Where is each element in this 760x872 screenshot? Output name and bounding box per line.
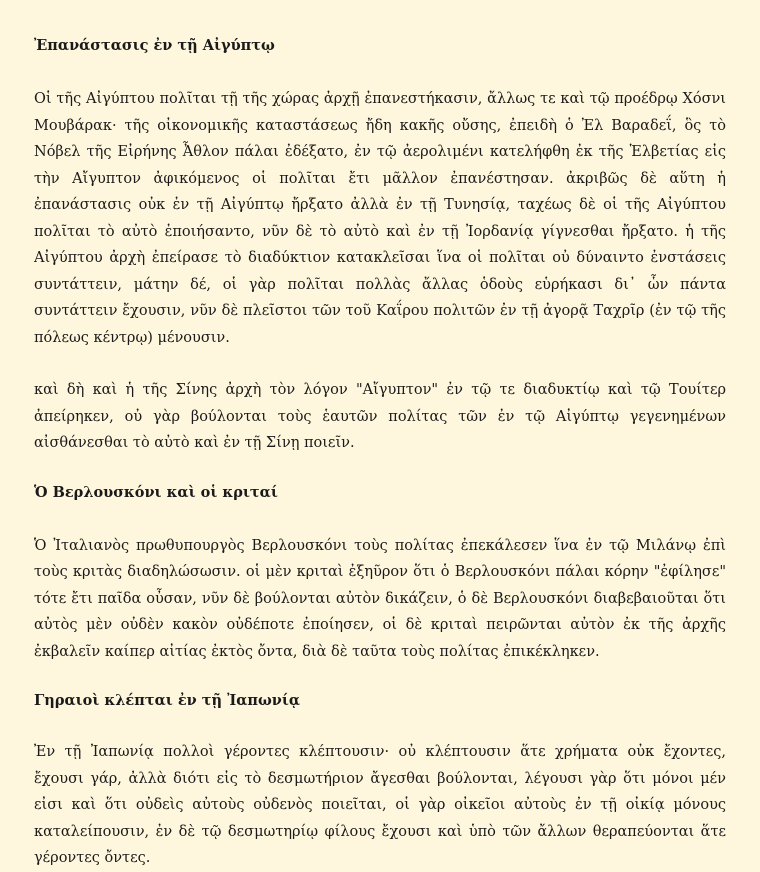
section-title-egypt: Ἐπανάστασις ἐν τῇ Αἰγύπτῳ [34, 37, 275, 54]
paragraph-japan: Ἐν τῇ Ἰαπωνίᾳ πολλοὶ γέροντες κλέπτουσιν· οὐ κλέπτουσιν ἅτε χρήματα οὐκ ἔχοντες, ἔχουσι γάρ, ἀλλὰ διότι εἰς τὸ δεσμωτήριον ἄγεσθαι βούλονται, λέγουσι γὰρ ὅτι μόνοι μέν εἰσι καὶ ὅτι οὐδεὶς αὐτοὺς οὐδενὸς ποιεῖται, οἱ γὰρ οἰκεῖοι αὐτοὺς ἐν τῇ οἰκίᾳ μόνους καταλείπουσιν, ἐν δὲ τῷ δεσμωτηρίῳ φίλους ἔχουσι καὶ ὑπὸ τῶν ἄλλων θεραπεύονται ἅτε γέροντες ὄντες. [34, 744, 726, 866]
section-title-berlusconi: Ὁ Βερλουσκόνι καὶ οἱ κριταί [34, 483, 278, 501]
paragraph-berlusconi: Ὁ Ἰταλιανὸς πρωθυπουργὸς Βερλουσκόνι τοὺς πολίτας ἐπεκάλεσεν ἵνα ἐν τῷ Μιλάνῳ ἐπὶ τοὺς κριτὰς διαδηλώσωσιν. οἱ μὲν κριταὶ ἐξηῦρον ὅτι ὁ Βερλουσκόνι πάλαι κόρην "ἐφίλησε" τότε ἔτι παῖδα οὖσαν, νῦν δὲ βούλονται αὐτὸν δικάζειν, ὁ δὲ Βερλουσκόνι διαβεβαιοῦται ὅτι αὐτὸς μὲν οὐδὲν κακὸν οὐδέποτε ἐποίησεν, οἱ δὲ κριταὶ πειρῶνται αὐτὸν ἐκ τῆς ἀρχῆς ἐκβαλεῖν καίπερ αἰτίας ἐκτὸς ὄντα, διὰ δὲ ταῦτα τοὺς πολίτας ἐπικέκληκεν. [34, 537, 726, 660]
paragraph-egypt-2: καὶ δὴ καὶ ἡ τῆς Σίνης ἀρχὴ τὸν λόγον "Αἴγυπτον" ἐν τῷ τε διαδυκτίῳ καὶ τῷ Τουίτερ ἀπείρηκεν, οὐ γὰρ βούλονται τοὺς ἑαυτῶν πολίτας τῶν ἐν τῷ Αἰγύπτῳ γεγενημένων αἰσθάνεσθαι τὸ αὐτὸ καὶ ἐν τῇ Σίνῃ ποιεῖν. [34, 382, 726, 451]
paragraph-egypt-1: Οἱ τῆς Αἰγύπτου πολῖται τῇ τῆς χώρας ἀρχῇ ἐπανεστήκασιν, ἄλλως τε καὶ τῷ προέδρῳ Χόσνι Μουβάρακ· τῆς οἰκονομικῆς καταστάσεως ἤδη κακῆς οὔσης, ἐπειδὴ ὁ Ἐλ Βαραδεΐ, ὃς τὸ Νόβελ τῆς Εἰρήνης Ἆθλον πάλαι ἐδέξατο, ἐν τῷ ἀερολιμένι κατελήφθη ἐκ τῆς Ἑλβετίας εἰς τὴν Αἴγυπτον ἀφικόμενος οἱ πολῖται ἔτι μᾶλλον ἐπανέστησαν. ἀκριβῶς δὲ αὕτη ἡ ἐπανάστασις οὐκ ἐν τῇ Αἰγύπτῳ ἤρξατο ἀλλὰ ἐν τῇ Τυνησίᾳ, ταχέως δὲ οἱ τῆς Αἰγύπτου πολῖται τὸ αὐτὸ ἐποιήσαντο, νῦν δὲ τὸ αὐτὸ καὶ ἐν τῇ Ἰορδανίᾳ γίγνεσθαι ἤρξατο. ἡ τῆς Αἰγύπτου ἀρχὴ ἐπείρασε τὸ διαδύκτιον κατακλεῖσαι ἵνα οἱ πολῖται οὐ δύναιντο ἐνστάσεις συντάττειν, μάτην δέ, οἱ γὰρ πολῖται πολλὰς ἄλλας ὁδοὺς εὑρήκασι δι᾽ ὧν πάντα συντάττειν ἔχουσιν, νῦν δὲ πλεῖστοι τῶν τοῦ Καΐρου πολιτῶν ἐν τῇ ἀγορᾷ Ταχρῖρ (ἐν τῷ τῆς πόλεως κέντρῳ) μένουσιν. [34, 91, 726, 346]
section-title-japan: Γηραιοὶ κλέπται ἐν τῇ Ἰαπωνίᾳ [34, 692, 301, 709]
